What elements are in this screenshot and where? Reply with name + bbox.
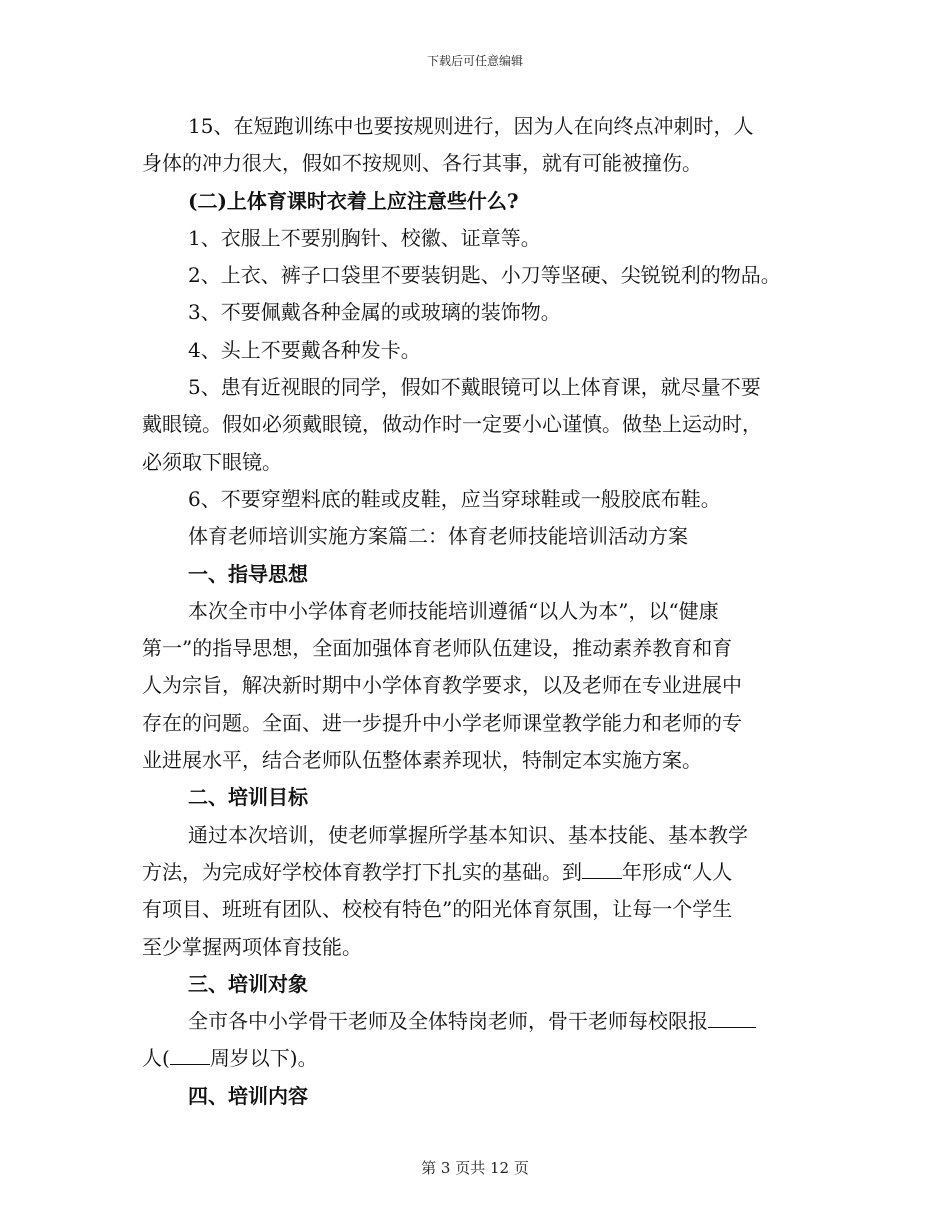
clothing-item-5-line-2: 戴眼镜。假如必须戴眼镜，做动作时一定要小心谨慎。做垫上运动时， bbox=[142, 412, 762, 437]
target-line-2-after-blank: 周岁以下)。 bbox=[209, 1046, 318, 1071]
quota-blank bbox=[708, 1009, 756, 1028]
clothing-item-6: 6、不要穿塑料底的鞋或皮鞋，应当穿球鞋或一般胶底布鞋。 bbox=[188, 486, 721, 511]
page-header: 下载后可任意编辑 bbox=[426, 54, 523, 68]
guiding-line-1: 本次全市中小学体育老师技能培训遵循“以人为本”，以“健康 bbox=[188, 598, 719, 623]
clothing-item-1: 1、衣服上不要别胸针、校徽、证章等。 bbox=[188, 225, 541, 250]
heading-guiding-ideology: 一、指导思想 bbox=[188, 561, 308, 586]
item-15-line-1: 15、在短跑训练中也要按规则进行，因为人在向终点冲刺时，人 bbox=[188, 114, 754, 138]
guiding-line-2: 第一”的指导思想，全面加强体育老师队伍建设，推动素养教育和育 bbox=[142, 636, 733, 661]
guiding-line-4: 存在的问题。全面、进一步提升中小学老师课堂教学能力和老师的专 bbox=[142, 710, 742, 735]
heading-training-content: 四、培训内容 bbox=[188, 1083, 308, 1108]
heading-training-goal: 二、培训目标 bbox=[188, 785, 308, 810]
target-line-2 bbox=[142, 1040, 832, 1077]
item-15-line-2: 身体的冲力很大，假如不按规则、各行其事，就有可能被撞伤。 bbox=[142, 151, 702, 176]
target-line-1-text: 全市各中小学骨干老师及全体特岗老师，骨干老师每校限报 bbox=[188, 1009, 708, 1034]
goal-line-2-after-blank: 年形成“人人 bbox=[622, 859, 733, 884]
section-title-clothing: (二)上体育课时衣着上应注意些什么? bbox=[188, 188, 519, 213]
goal-line-1: 通过本次培训，使老师掌握所学基本知识、基本技能、基本教学 bbox=[188, 822, 748, 847]
clothing-item-2: 2、上衣、裤子口袋里不要装钥匙、小刀等坚硬、尖锐锐利的物品。 bbox=[188, 263, 781, 288]
guiding-line-3: 人为宗旨，解决新时期中小学体育教学要求，以及老师在专业进展中 bbox=[142, 673, 742, 698]
clothing-item-5-line-3: 必须取下眼镜。 bbox=[142, 449, 282, 474]
target-line-1 bbox=[142, 1003, 832, 1040]
year-blank bbox=[582, 860, 622, 879]
plan-title: 体育老师培训实施方案篇二：体育老师技能培训活动方案 bbox=[188, 524, 688, 549]
page-footer: 第 3 页共 12 页 bbox=[421, 1159, 529, 1177]
age-blank bbox=[170, 1046, 210, 1065]
goal-line-3: 有项目、班班有团队、校校有特色”的阳光体育氛围，让每一个学生 bbox=[142, 897, 733, 922]
goal-line-2 bbox=[142, 854, 832, 891]
goal-line-4: 至少掌握两项体育技能。 bbox=[142, 934, 362, 959]
guiding-line-5: 业进展水平，结合老师队伍整体素养现状，特制定本实施方案。 bbox=[142, 748, 702, 773]
clothing-item-4: 4、头上不要戴各种发卡。 bbox=[188, 337, 421, 362]
clothing-item-5-line-1: 5、患有近视眼的同学，假如不戴眼镜可以上体育课，就尽量不要 bbox=[188, 375, 761, 400]
clothing-item-3: 3、不要佩戴各种金属的或玻璃的装饰物。 bbox=[188, 300, 561, 325]
target-line-2-before-blank: 人( bbox=[142, 1046, 170, 1071]
goal-line-2-before-blank: 方法，为完成好学校体育教学打下扎实的基础。到 bbox=[142, 859, 582, 884]
heading-training-target: 三、培训对象 bbox=[188, 971, 308, 996]
document-body bbox=[142, 108, 832, 1115]
